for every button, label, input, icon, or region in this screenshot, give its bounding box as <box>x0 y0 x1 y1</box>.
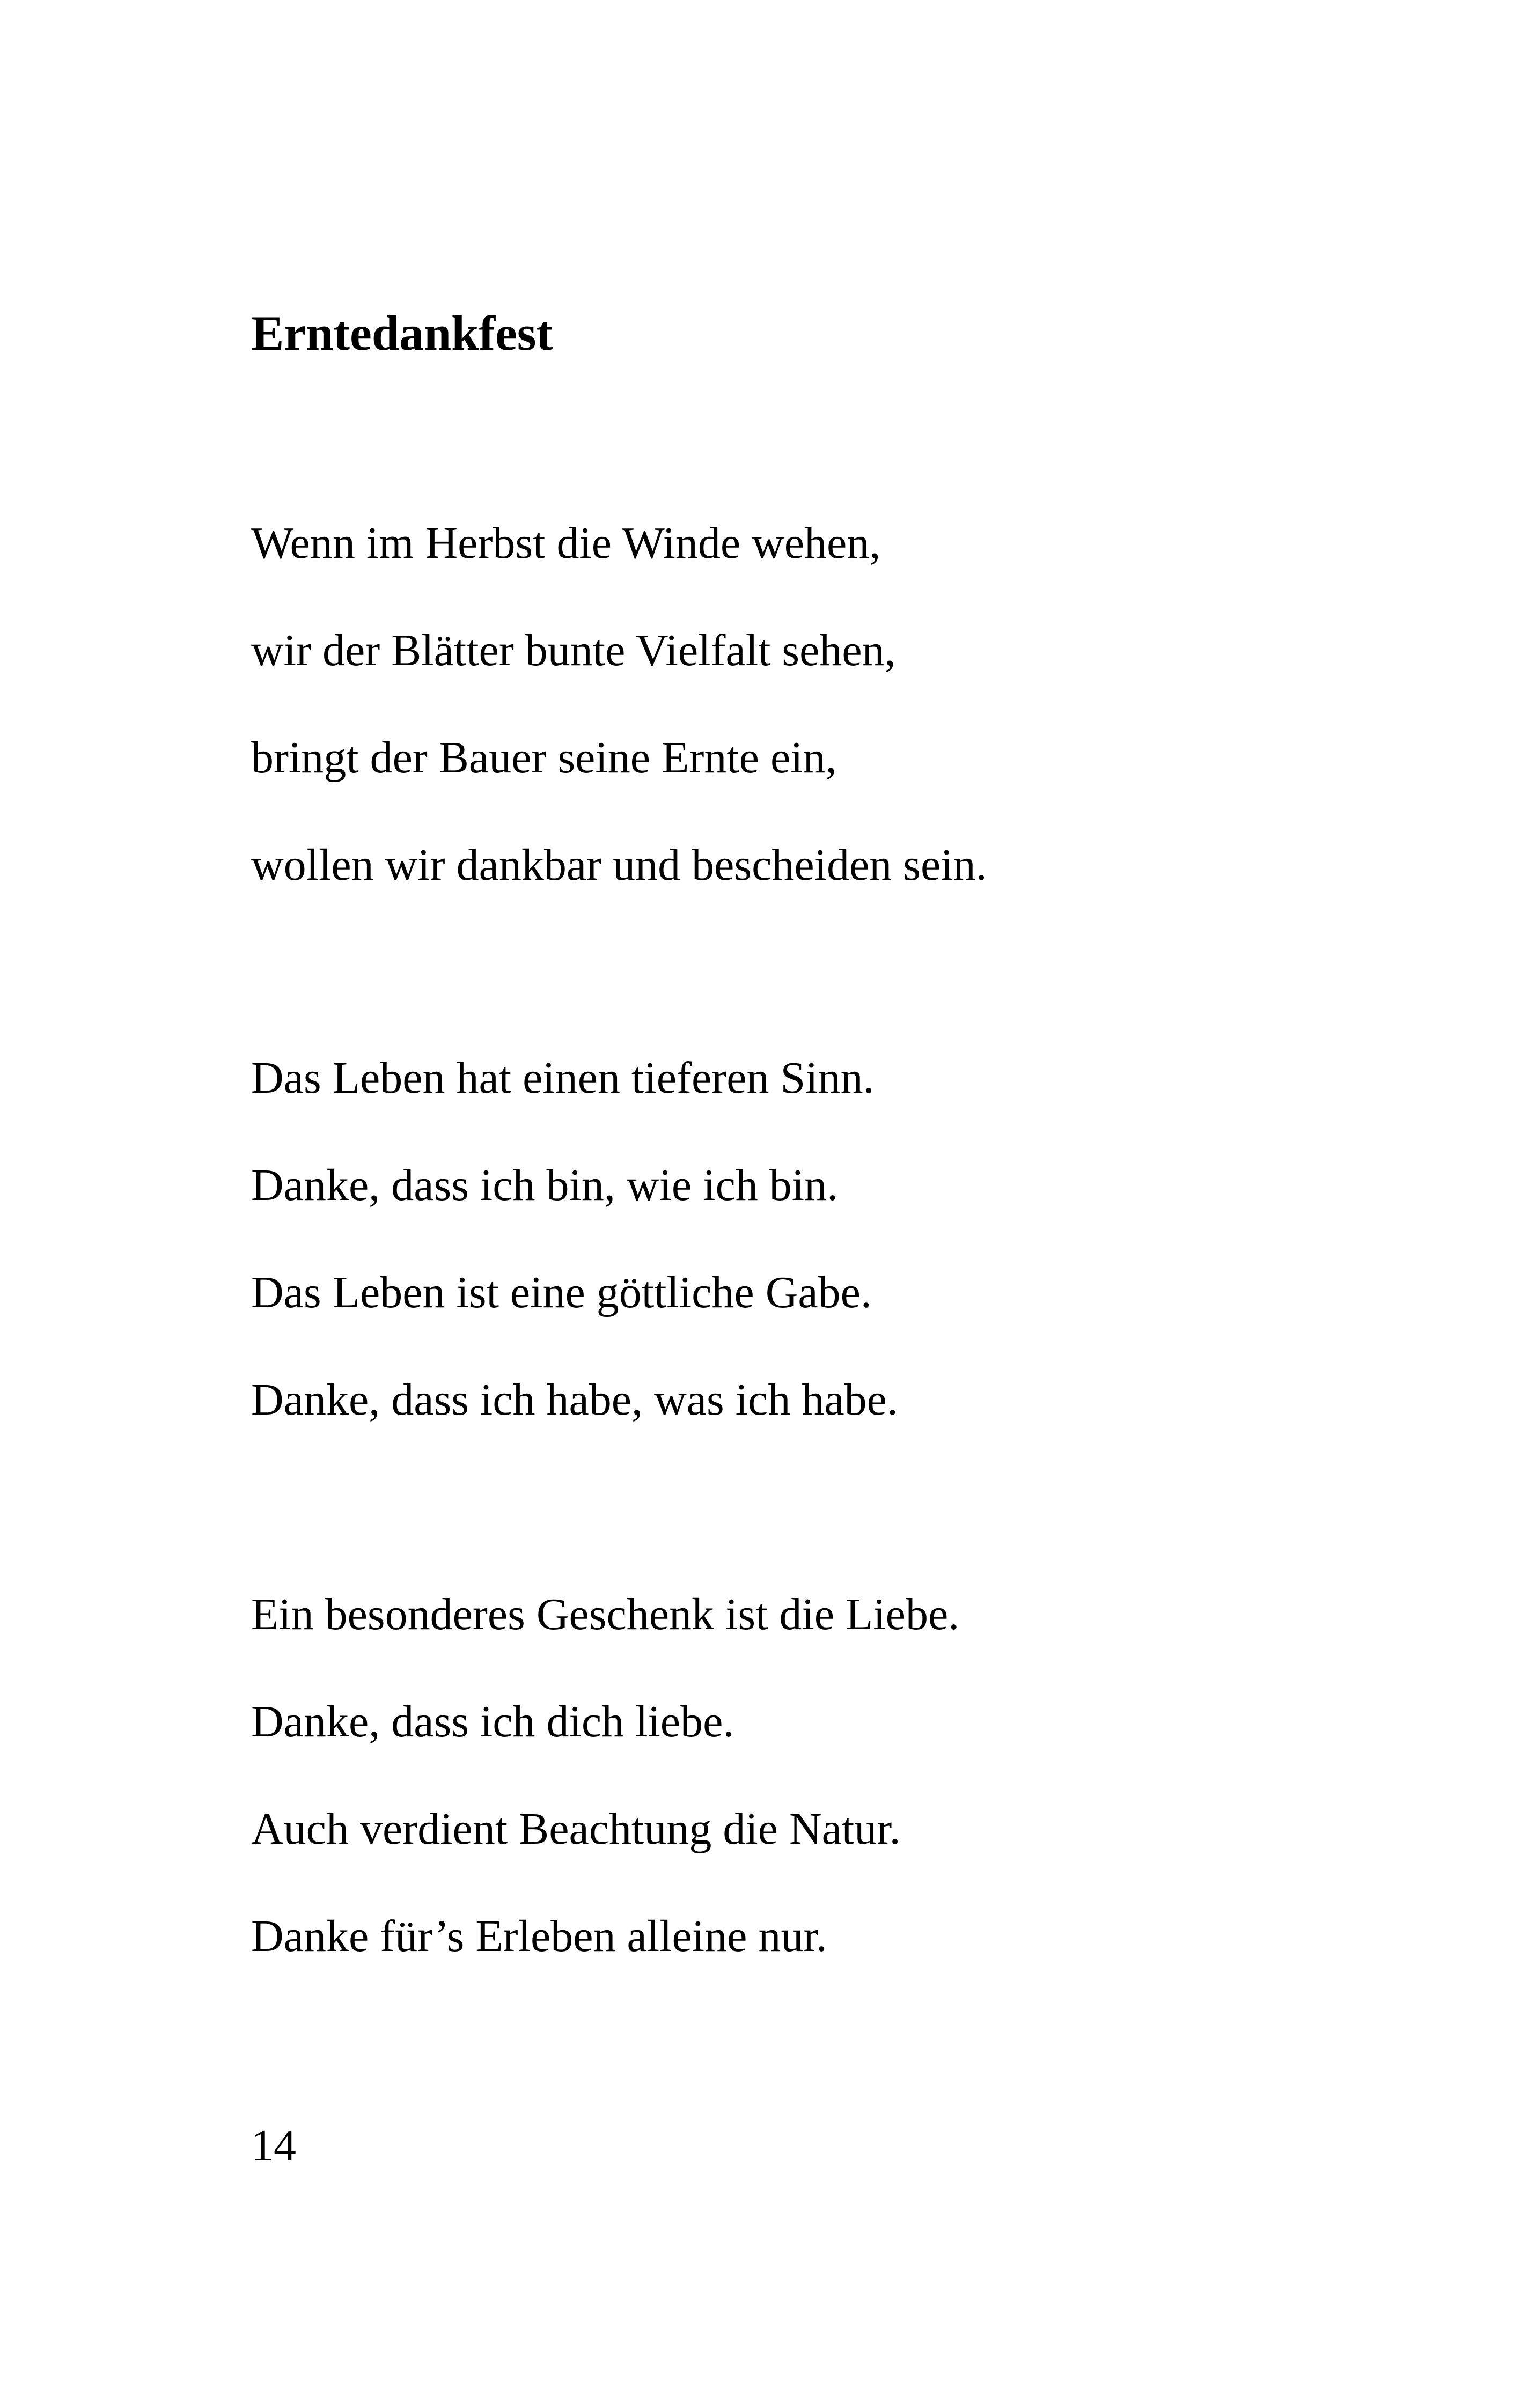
stanza-3 <box>251 1561 959 1990</box>
page-number: 14 <box>251 2120 296 2170</box>
poem-line: Das Leben hat einen tieferen Sinn. <box>251 1053 875 1103</box>
poem-line: wir der Blätter bunte Vielfalt sehen, <box>251 625 896 675</box>
poem-line: Das Leben ist eine göttliche Gabe. <box>251 1268 872 1317</box>
poem-line: bringt der Bauer seine Ernte ein, <box>251 733 837 783</box>
poem-line: Ein besonderes Geschenk ist die Liebe. <box>251 1589 960 1639</box>
poem-line: Danke, dass ich dich liebe. <box>251 1697 734 1747</box>
poem-line: wollen wir dankbar und bescheiden sein. <box>251 840 987 890</box>
poem-line: Danke, dass ich bin, wie ich bin. <box>251 1160 839 1210</box>
poem-line: Danke für’s Erleben alleine nur. <box>251 1911 827 1961</box>
poem-title: Erntedankfest <box>251 306 553 360</box>
poem-line: Danke, dass ich habe, was ich habe. <box>251 1375 898 1425</box>
poem-line: Auch verdient Beachtung die Natur. <box>251 1804 901 1854</box>
stanza-2 <box>251 1025 898 1454</box>
poem-line: Wenn im Herbst die Winde wehen, <box>251 518 881 568</box>
stanza-1 <box>251 490 987 919</box>
